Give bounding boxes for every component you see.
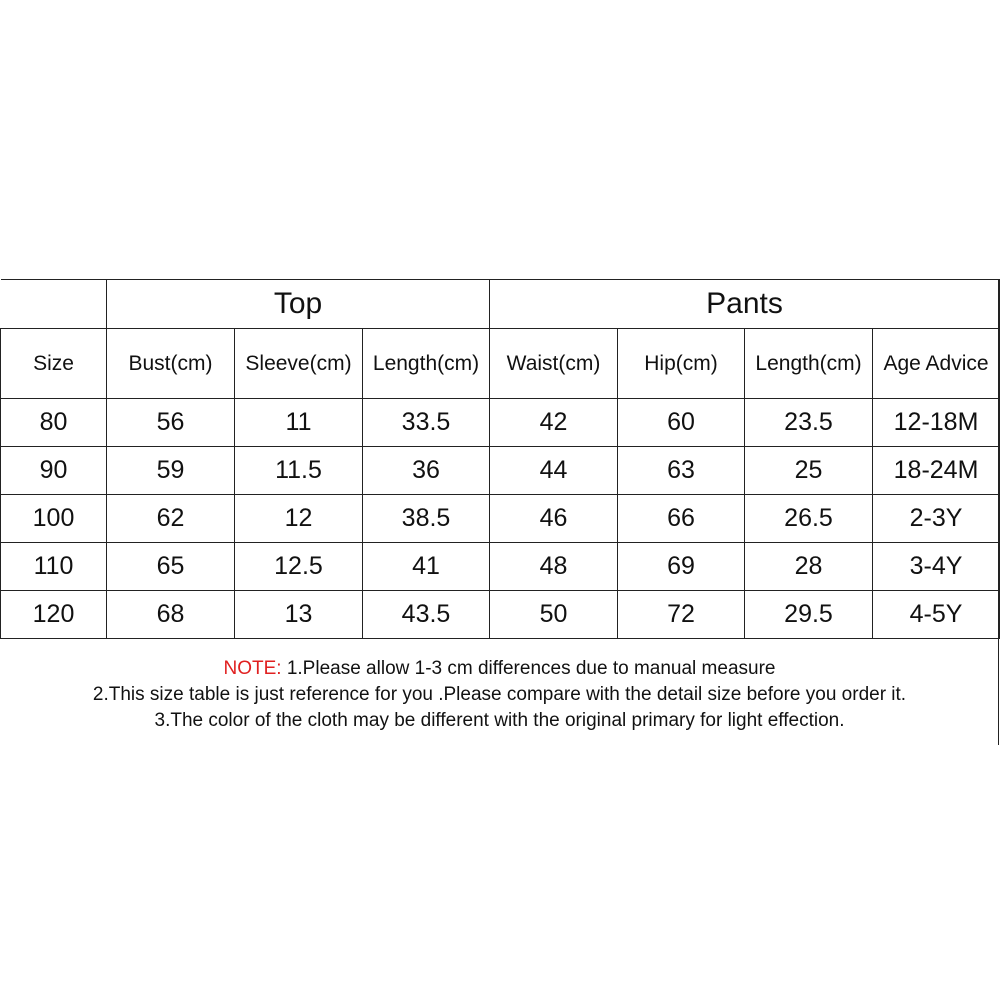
cell-age-advice: 2-3Y <box>873 495 1000 543</box>
cell-top-length: 33.5 <box>363 399 490 447</box>
column-header-pants-length: Length(cm) <box>745 329 873 399</box>
cell-size: 80 <box>1 399 107 447</box>
cell-top-length: 38.5 <box>363 495 490 543</box>
group-header-pants: Pants <box>490 280 1000 329</box>
cell-hip: 63 <box>618 447 745 495</box>
cell-size: 120 <box>1 591 107 639</box>
column-header-age-advice: Age Advice <box>873 329 1000 399</box>
note-line-3: 3.The color of the cloth may be different with the original primary for light effection. <box>154 710 845 731</box>
column-header-bust: Bust(cm) <box>107 329 235 399</box>
group-header-top: Top <box>107 280 490 329</box>
cell-age-advice: 12-18M <box>873 399 1000 447</box>
cell-bust: 65 <box>107 543 235 591</box>
cell-age-advice: 3-4Y <box>873 543 1000 591</box>
column-header-row <box>1 329 1000 399</box>
cell-age-advice: 4-5Y <box>873 591 1000 639</box>
cell-top-length: 36 <box>363 447 490 495</box>
cell-sleeve: 12 <box>235 495 363 543</box>
size-table <box>0 279 999 639</box>
cell-bust: 56 <box>107 399 235 447</box>
table-row <box>1 399 1000 447</box>
cell-age-advice: 18-24M <box>873 447 1000 495</box>
cell-top-length: 43.5 <box>363 591 490 639</box>
cell-waist: 46 <box>490 495 618 543</box>
cell-sleeve: 11 <box>235 399 363 447</box>
table-row <box>1 543 1000 591</box>
cell-pants-length: 28 <box>745 543 873 591</box>
note-text-1: 1.Please allow 1-3 cm differences due to manual measure <box>281 658 776 679</box>
cell-pants-length: 26.5 <box>745 495 873 543</box>
cell-pants-length: 29.5 <box>745 591 873 639</box>
cell-sleeve: 13 <box>235 591 363 639</box>
group-header-row <box>1 280 1000 329</box>
cell-hip: 72 <box>618 591 745 639</box>
column-header-top-length: Length(cm) <box>363 329 490 399</box>
cell-waist: 48 <box>490 543 618 591</box>
note-line-1 <box>0 656 999 682</box>
size-chart <box>0 279 999 745</box>
table-row <box>1 447 1000 495</box>
cell-waist: 44 <box>490 447 618 495</box>
cell-sleeve: 12.5 <box>235 543 363 591</box>
note-line-2: 2.This size table is just reference for you .Please compare with the detail size before you order it. <box>92 684 907 705</box>
column-header-waist: Waist(cm) <box>490 329 618 399</box>
cell-waist: 42 <box>490 399 618 447</box>
cell-pants-length: 25 <box>745 447 873 495</box>
size-notes <box>0 656 999 734</box>
cell-hip: 69 <box>618 543 745 591</box>
cell-top-length: 41 <box>363 543 490 591</box>
cell-hip: 66 <box>618 495 745 543</box>
column-header-hip: Hip(cm) <box>618 329 745 399</box>
note-prefix: NOTE: <box>223 658 282 679</box>
cell-sleeve: 11.5 <box>235 447 363 495</box>
cell-bust: 68 <box>107 591 235 639</box>
cell-hip: 60 <box>618 399 745 447</box>
column-header-size: Size <box>1 329 107 399</box>
table-row <box>1 495 1000 543</box>
cell-bust: 62 <box>107 495 235 543</box>
cell-size: 110 <box>1 543 107 591</box>
group-header-blank <box>1 280 107 329</box>
cell-pants-length: 23.5 <box>745 399 873 447</box>
table-row <box>1 591 1000 639</box>
column-header-sleeve: Sleeve(cm) <box>235 329 363 399</box>
cell-waist: 50 <box>490 591 618 639</box>
cell-size: 100 <box>1 495 107 543</box>
cell-bust: 59 <box>107 447 235 495</box>
cell-size: 90 <box>1 447 107 495</box>
